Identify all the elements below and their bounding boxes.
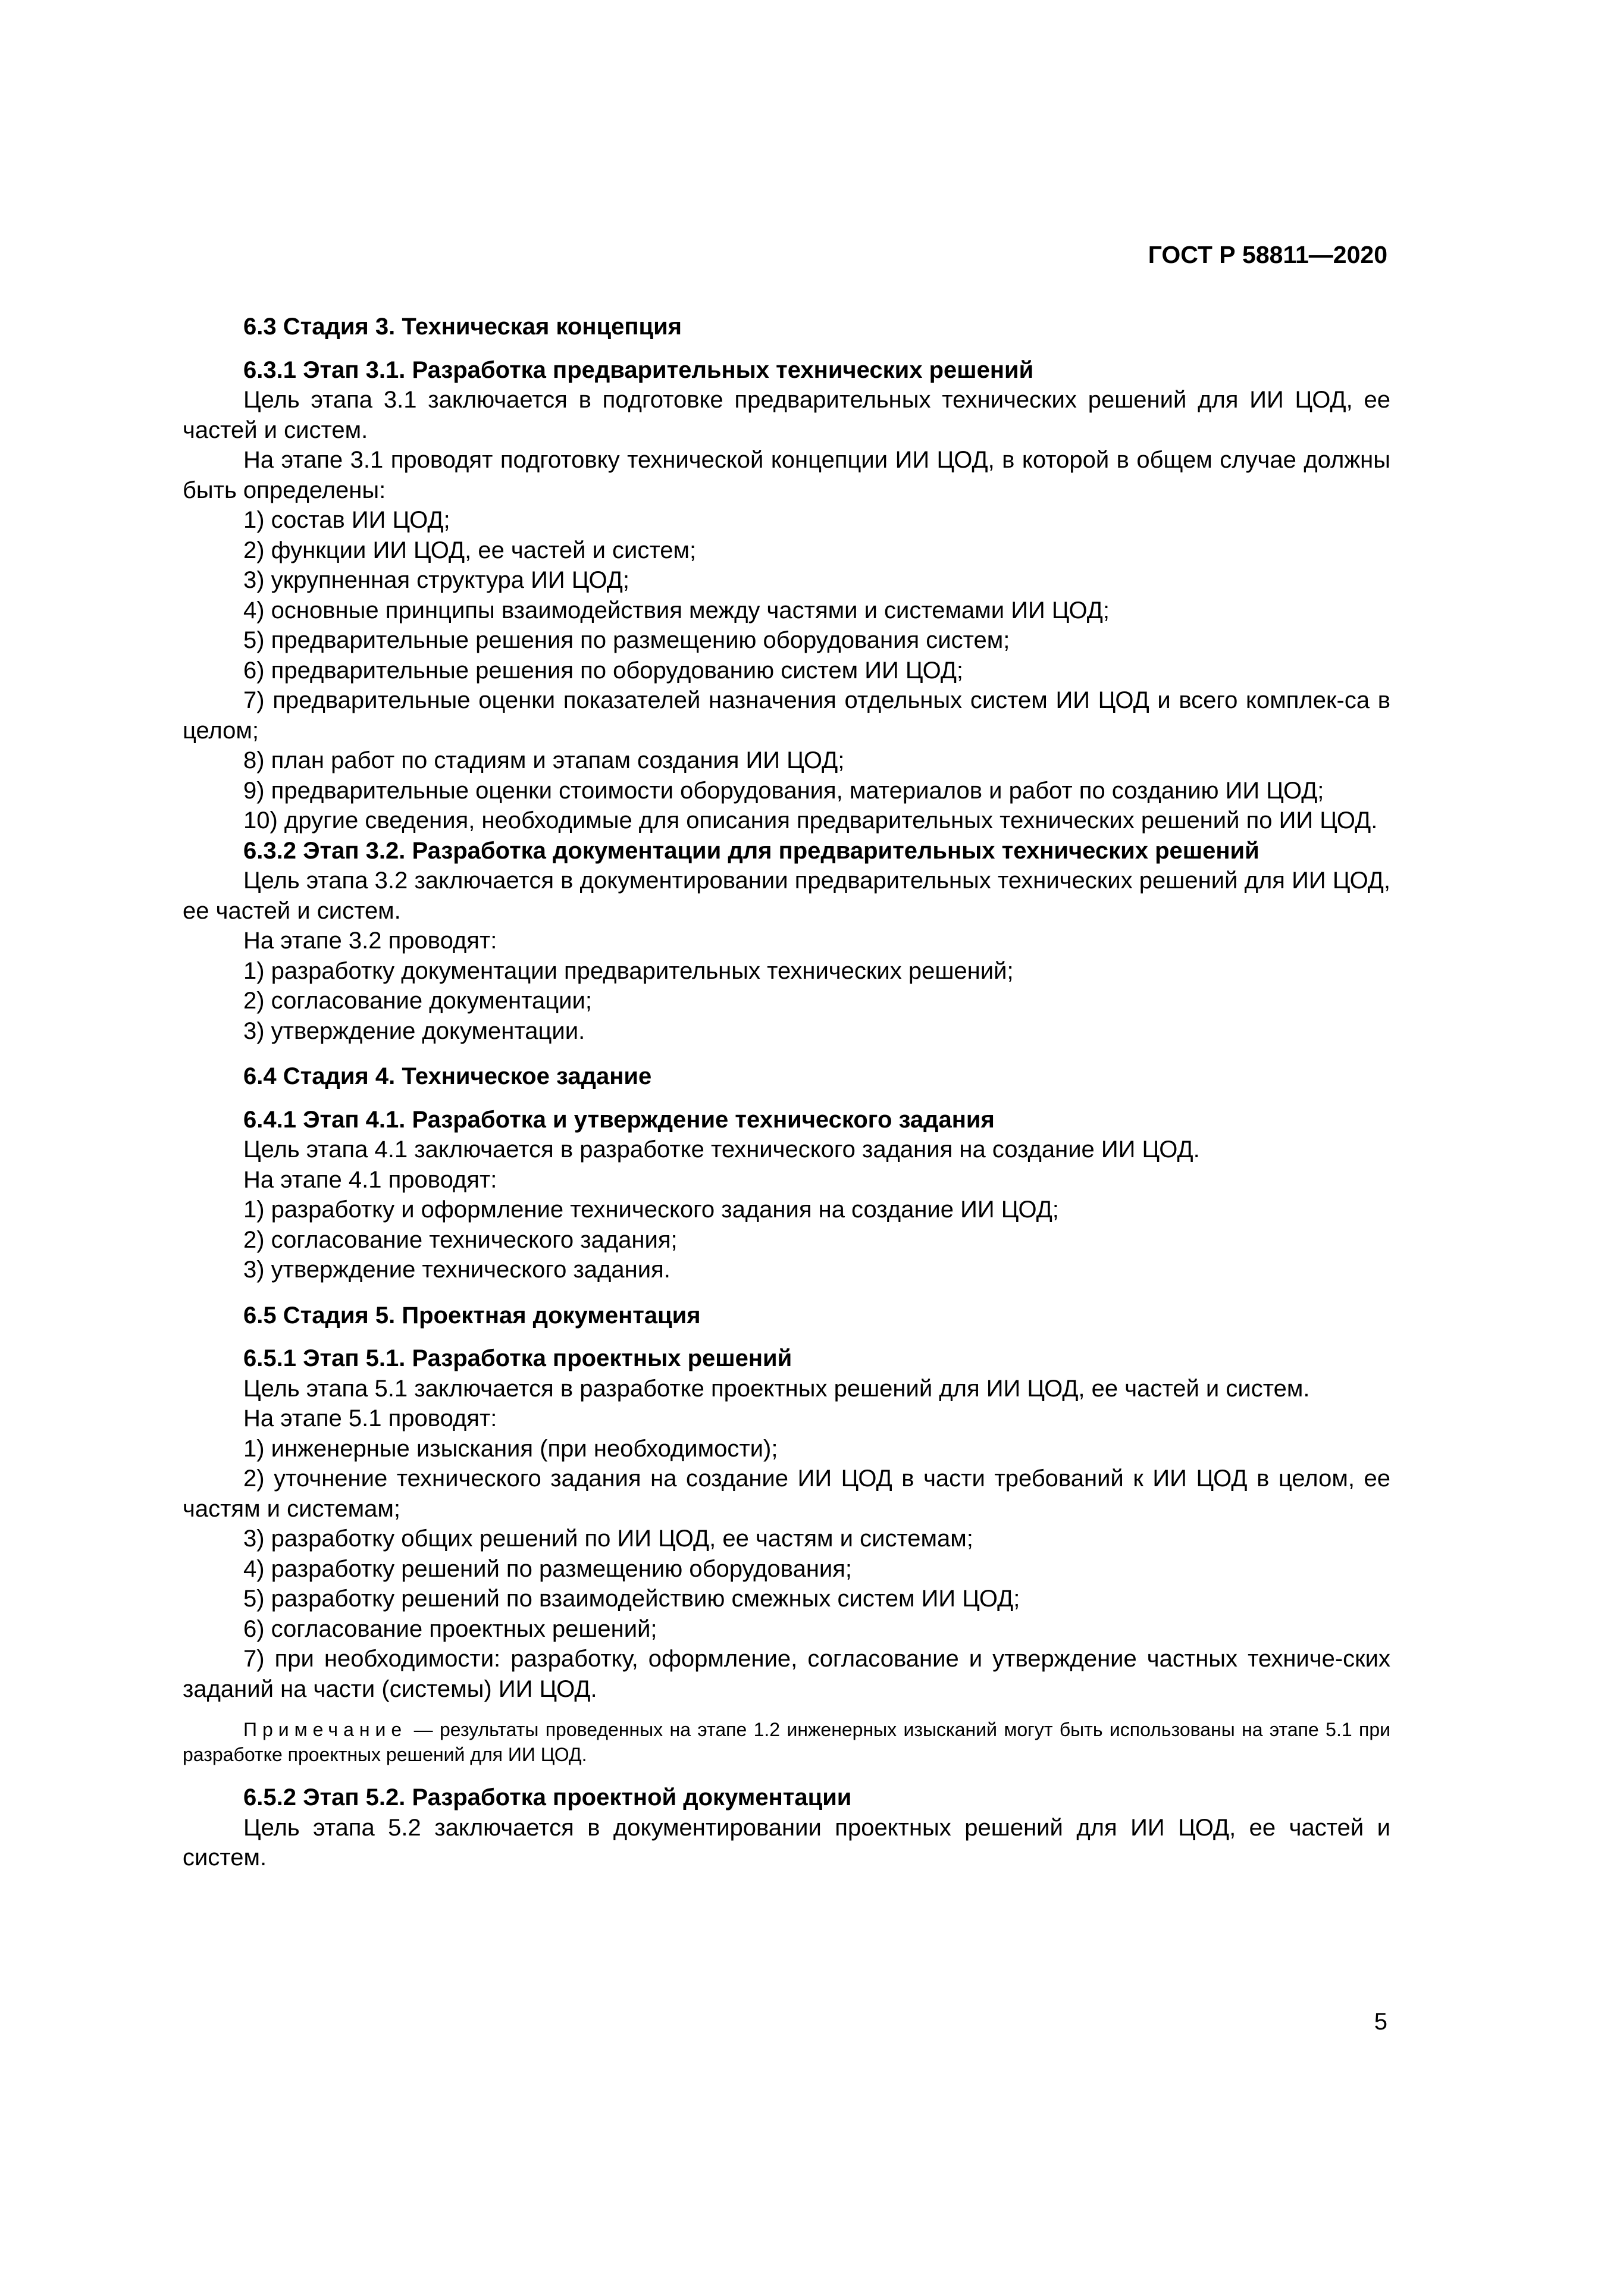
paragraph: Цель этапа 5.2 заключается в документировании проектных решений для ИИ ЦОД, ее частей и систем. <box>183 1814 1390 1871</box>
subsection-6-3-2-title: 6.3.2 Этап 3.2. Разработка документации для предварительных технических решений <box>243 837 1259 864</box>
list-item: 3) разработку общих решений по ИИ ЦОД, ее частям и системам; <box>243 1526 973 1552</box>
list-item: 1) разработку документации предварительных технических решений; <box>243 957 1014 984</box>
list-item: 2) согласование документации; <box>243 988 592 1014</box>
list-item: 2) функции ИИ ЦОД, ее частей и систем; <box>243 537 697 563</box>
list-item: 7) предварительные оценки показателей назначения отдельных систем ИИ ЦОД и всего комплек-са в целом; <box>183 687 1390 744</box>
list-item: 8) план работ по стадиям и этапам создания ИИ ЦОД; <box>243 747 845 773</box>
list-item: 10) другие сведения, необходимые для описания предварительных технических решений по ИИ ЦОД. <box>243 807 1378 834</box>
list-item: 3) укрупненная структура ИИ ЦОД; <box>243 567 629 593</box>
note <box>183 1717 1390 1767</box>
paragraph: Цель этапа 4.1 заключается в разработке технического задания на создание ИИ ЦОД. <box>243 1136 1200 1163</box>
list-item: 6) предварительные решения по оборудованию систем ИИ ЦОД; <box>243 657 964 684</box>
subsection-6-3-1-title: 6.3.1 Этап 3.1. Разработка предварительных технических решений <box>243 356 1034 383</box>
paragraph: На этапе 3.2 проводят: <box>243 928 497 954</box>
page-number: 5 <box>1374 2009 1387 2035</box>
subsection-6-5-2-title: 6.5.2 Этап 5.2. Разработка проектной документации <box>243 1784 852 1811</box>
paragraph: На этапе 4.1 проводят: <box>243 1166 497 1193</box>
list-item: 6) согласование проектных решений; <box>243 1615 657 1642</box>
document-code-header: ГОСТ Р 58811—2020 <box>1148 241 1387 268</box>
list-item: 4) основные принципы взаимодействия между частями и системами ИИ ЦОД; <box>243 597 1110 624</box>
list-item: 2) уточнение технического задания на создание ИИ ЦОД в части требований к ИИ ЦОД в целом, ее частям и системам; <box>183 1465 1390 1522</box>
list-item: 1) состав ИИ ЦОД; <box>243 507 450 533</box>
list-item: 1) разработку и оформление технического задания на создание ИИ ЦОД; <box>243 1196 1059 1223</box>
section-6-4-title: 6.4 Стадия 4. Техническое задание <box>243 1063 652 1089</box>
list-item: 4) разработку решений по размещению оборудования; <box>243 1555 853 1582</box>
list-item: 5) предварительные решения по размещению оборудования систем; <box>243 627 1010 653</box>
note-text: — результаты проведенных на этапе 1.2 инженерных изысканий могут быть использованы на этапе 5.1 при разработке проектных решений для ИИ ЦОД. <box>183 1719 1390 1765</box>
section-6-3-title: 6.3 Стадия 3. Техническая концепция <box>243 314 682 340</box>
subsection-6-5-1-title: 6.5.1 Этап 5.1. Разработка проектных решений <box>243 1345 792 1371</box>
paragraph: Цель этапа 3.2 заключается в документировании предварительных технических решений для ИИ ЦОД, ее частей и систем. <box>183 867 1390 924</box>
subsection-6-4-1-title: 6.4.1 Этап 4.1. Разработка и утверждение технического задания <box>243 1106 995 1133</box>
note-label: Примечание <box>243 1719 408 1740</box>
list-item: 9) предварительные оценки стоимости оборудования, материалов и работ по созданию ИИ ЦОД; <box>243 777 1324 804</box>
list-item: 7) при необходимости: разработку, оформление, согласование и утверждение частных техниче-ских заданий на части (системы) ИИ ЦОД. <box>183 1646 1390 1702</box>
paragraph: На этапе 3.1 проводят подготовку технической концепции ИИ ЦОД, в которой в общем случае должны быть определены: <box>183 447 1390 503</box>
section-6-5-title: 6.5 Стадия 5. Проектная документация <box>243 1302 701 1329</box>
list-item: 5) разработку решений по взаимодействию смежных систем ИИ ЦОД; <box>243 1586 1020 1612</box>
page-content <box>183 312 1390 1873</box>
paragraph: На этапе 5.1 проводят: <box>243 1405 497 1432</box>
paragraph: Цель этапа 3.1 заключается в подготовке предварительных технических решений для ИИ ЦОД, ее частей и систем. <box>183 387 1390 443</box>
list-item: 2) согласование технического задания; <box>243 1226 678 1253</box>
list-item: 1) инженерные изыскания (при необходимости); <box>243 1435 778 1462</box>
list-item: 3) утверждение технического задания. <box>243 1257 670 1283</box>
list-item: 3) утверждение документации. <box>243 1017 585 1044</box>
paragraph: Цель этапа 5.1 заключается в разработке проектных решений для ИИ ЦОД, ее частей и систем. <box>243 1375 1310 1402</box>
